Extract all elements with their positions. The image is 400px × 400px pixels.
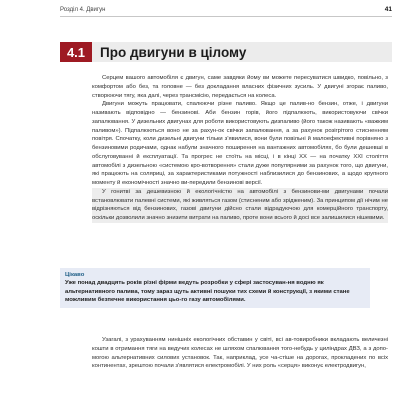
callout-title: Цікаво [65,272,85,278]
body-text [92,74,388,223]
body-text-continued [92,336,388,371]
header-divider [60,16,392,17]
paragraph: У гонитві за дешевизною й екологічністю на автомобілі з бензинови-ми двигунами почали встановлювати палевні системи, які живляться газом (стисненим або зрідженим). За принципом дії нічим не відрізняються від бензинових, газові двигуни дійсно стали відрадуючою для комерційного транспорту, оскільки дозволили значно знизити витрати на паливо, проте вони всього й досі все залишилися нішевими. [92,188,388,221]
paragraph: Двигуни можуть працювати, спалюючи різне паливо. Якщо це палив-но бензин, отже, і двигуни називають відповідно — бензинові. Аби бензин горів, його підпалюють, використовуючи свічки запалювання. У дизельних двигунах для роботи використовують дизпаливо (його також називають «важким паливом»). Підпалюються воно не за рахун-ок свічки запалювання, а за рахунок розігрітого стисненням повітря. Спочатку, коли дизельні двигуни тільки з'явилися, вони були повільні й малоефективні порівняно з бензиновими родичами, однак набули значного поширення на вантажних автомобілях, бо були дешевші в обслуговуванні й експлуатації. Та прогрес не стоїть на місці, і в кінці XX — на початку XXI століття автомобілі з дизельною «системою кро-вотворення» стали дуже популярними за рахунок того, що двигуни, які працюють на соляриці, за характеристиками потужності наблизилися до бензинових, а щодо крупного моменту й економічності значно ви-передили бензинові версії. [92,101,388,186]
running-header [60,4,392,15]
section-label: Розділ 4. Двигун [60,6,106,13]
paragraph: Узагалі, з урахуванням нинішніх екологічних обставин у світі, всі ав-товиробники вкладають величезні кошти в отримання тяги на ведучих колесах не шляхом спалювання того-небудь у циліндрах ДВЗ, а з допо-могою альтернативних силових установок. Так, наприклад, усе ча-стіше на дорогах, прокладених по всіх континентах, зрештою почали з'являтися електромобілі. У них роль «серця» виконує електродвигун, [92,337,388,370]
page-number: 41 [384,6,392,13]
paragraph: Серцем вашого автомобіля є двигун, саме завдяки йому ви можете пересуватися швидко, повільно, з комфортом або без, та головне — без докладання власних фізичних зусиль. У двигуні згорає паливо, створюючи тягу, яка далі, через трансмісію, передається на колеса. [92,75,388,99]
callout-box [60,268,370,308]
section-number: 4.1 [60,42,92,62]
section-heading [60,42,392,62]
callout-text: Уже понад двадцять років різні фірми ведуть розробки у сфері застосуван-ня водню як альтернативного палива, тому зараз щуть активні пошуки тих схеми й конструкції, з якими стане можливим безпечне використання цьо-го газу автомобілями. [65,280,350,303]
section-title: Про двигуни в цілому [92,42,392,62]
